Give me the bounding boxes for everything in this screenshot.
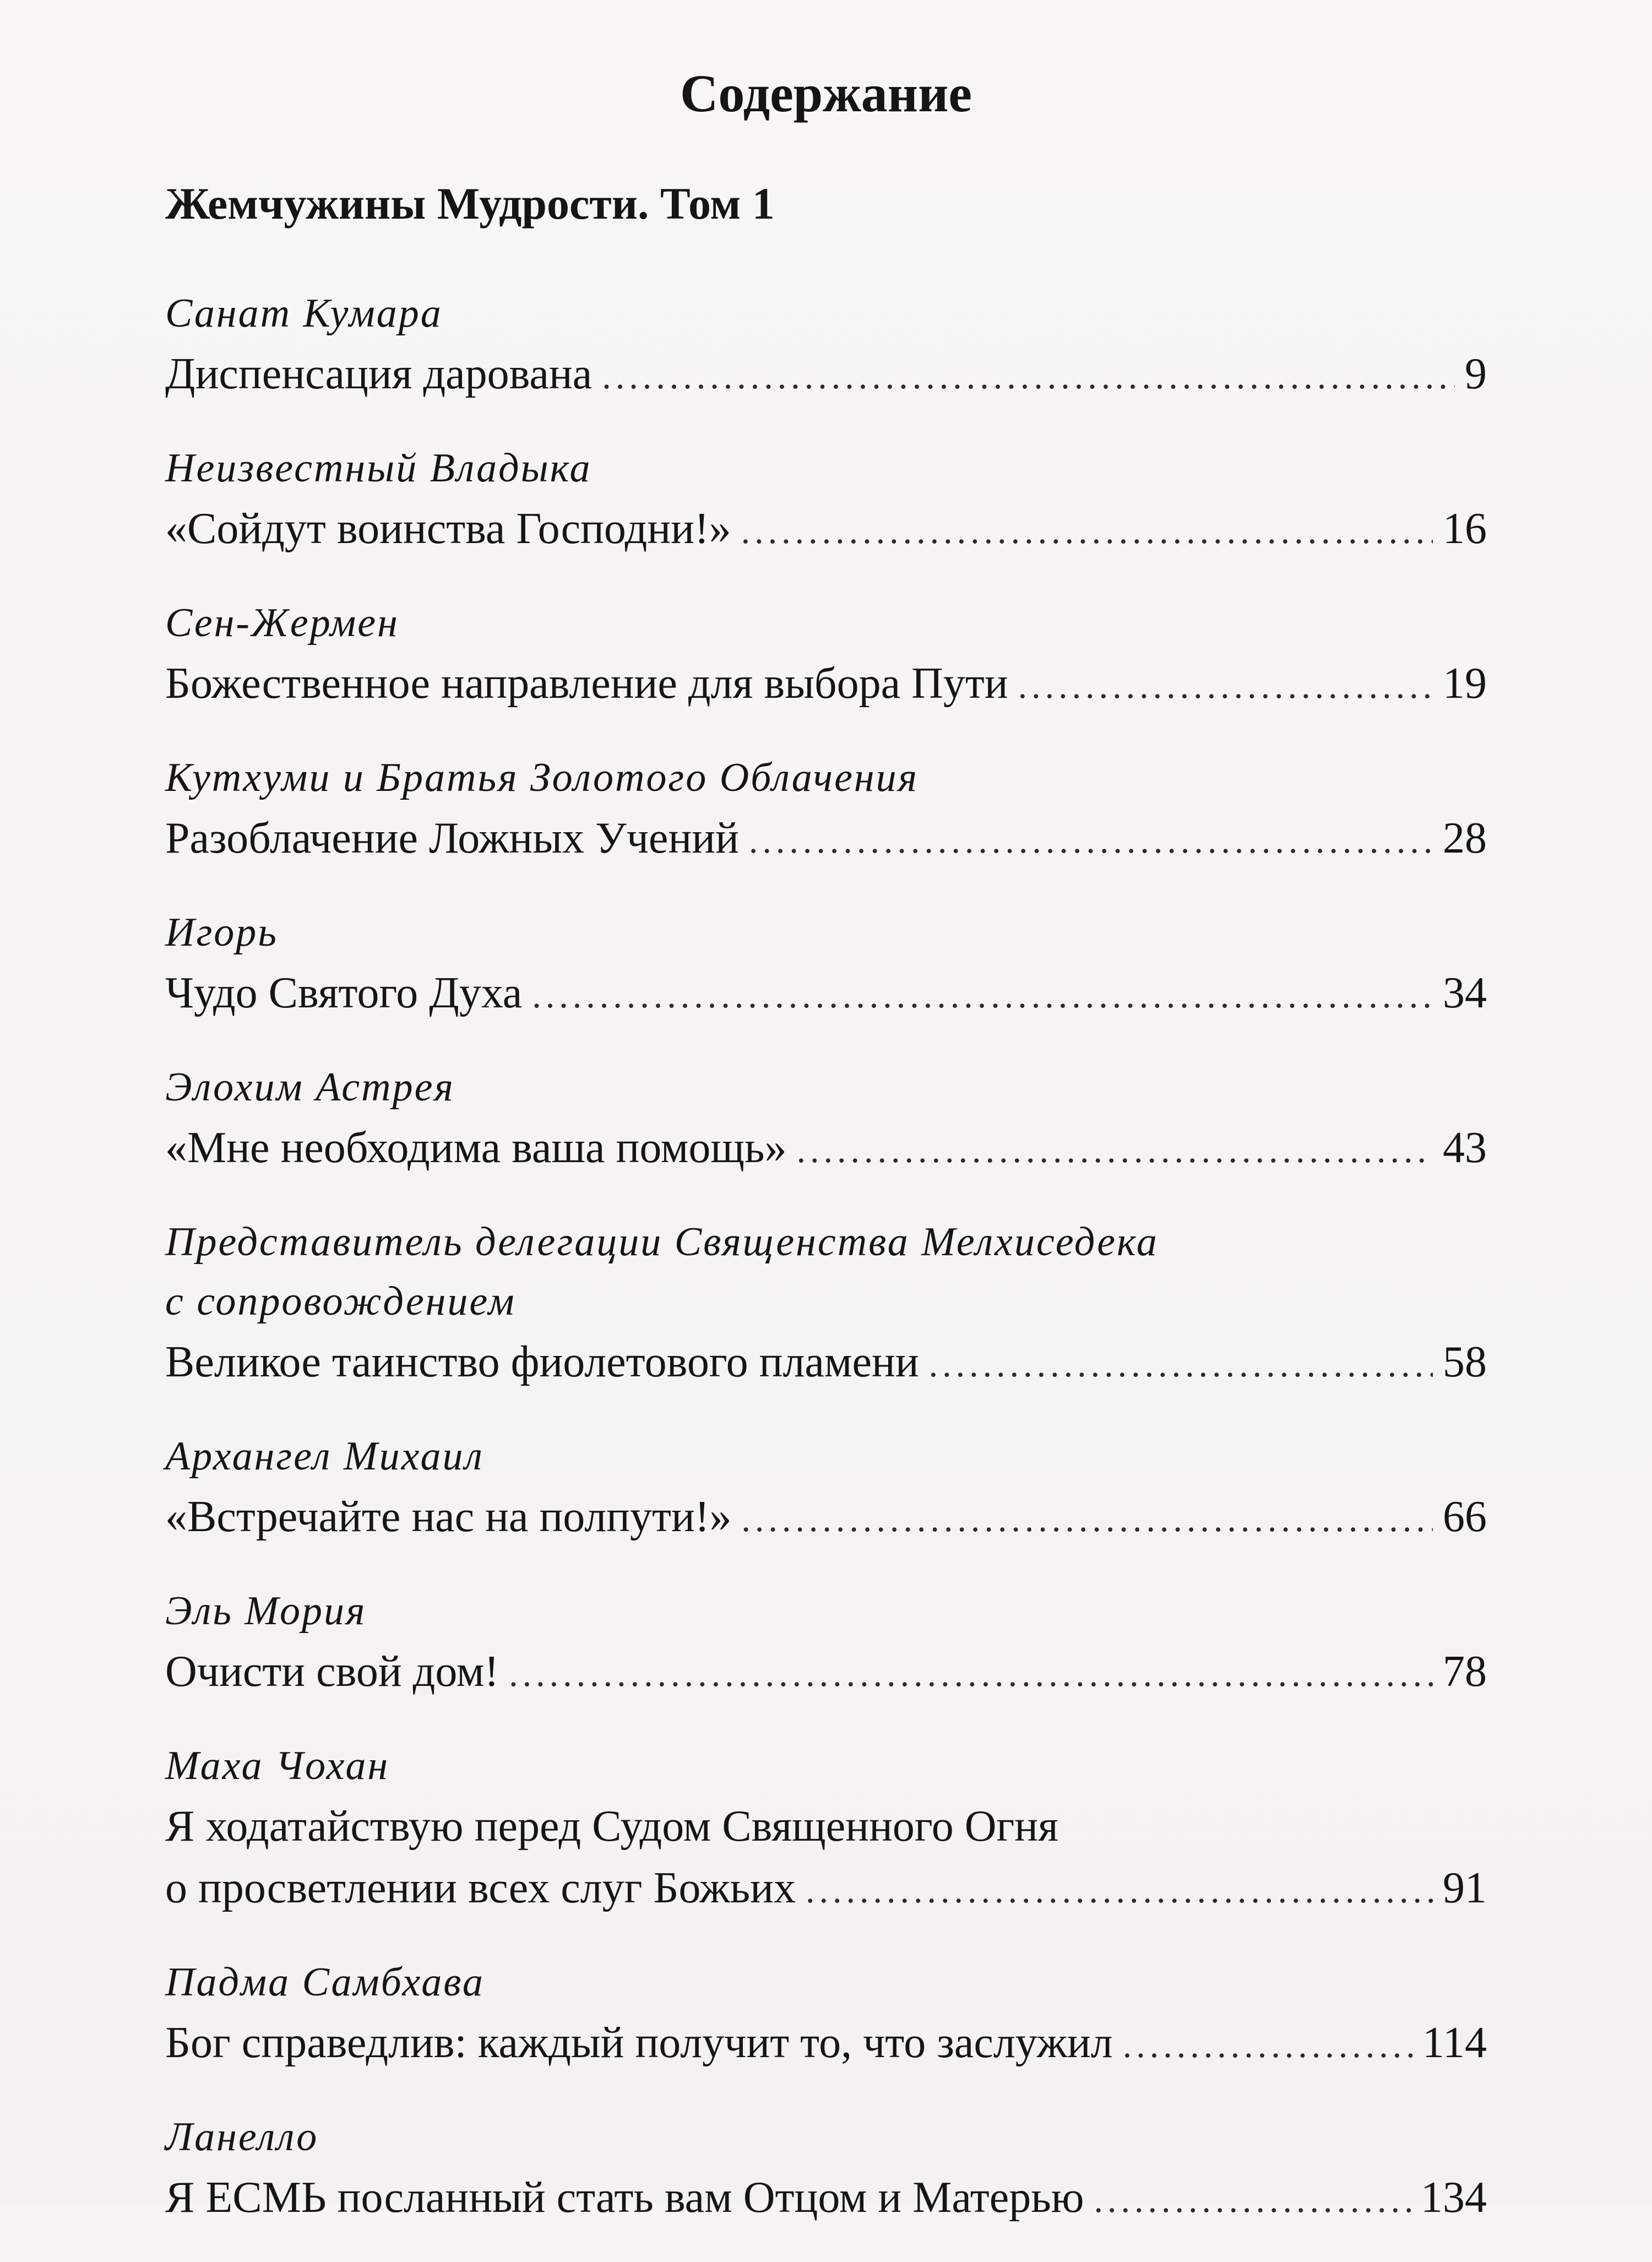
entry-page: 28 — [1443, 814, 1487, 863]
entry-row — [165, 2012, 1487, 2076]
toc-entry — [165, 1426, 1487, 1550]
entry-author: Санат Кумара — [165, 291, 443, 336]
entry-author: Падма Самбхава — [165, 1960, 485, 2005]
entry-page: 19 — [1443, 659, 1487, 708]
entry-page: 66 — [1443, 1493, 1487, 1541]
table-of-contents — [165, 61, 1487, 2262]
dot-leader — [806, 1860, 1433, 1922]
entry-page: 16 — [1443, 505, 1487, 553]
toc-entry — [165, 1057, 1487, 1181]
dot-leader — [509, 1643, 1433, 1705]
volume-heading: Жемчужины Мудрости. Том 1 — [165, 178, 775, 229]
entry-author: Игорь — [165, 910, 278, 955]
entry-title: Чудо Святого Духа — [165, 969, 523, 1017]
toc-entry — [165, 2107, 1487, 2231]
dot-leader — [1123, 2015, 1412, 2076]
entry-page: 114 — [1422, 2019, 1487, 2067]
entry-row — [165, 807, 1487, 872]
entry-row — [165, 1486, 1487, 1550]
entry-title: Разоблачение Ложных Учений — [165, 814, 739, 863]
entry-page: 91 — [1443, 1864, 1487, 1912]
entry-row — [165, 962, 1487, 1027]
toc-entry — [165, 438, 1487, 562]
toc-entry — [165, 1212, 1487, 1396]
entry-author: Эль Мория — [165, 1588, 367, 1634]
dot-leader — [749, 810, 1433, 872]
entry-title: Бог справедлив: каждый получит то, что заслужил — [165, 2019, 1113, 2067]
page-title: Содержание — [680, 64, 972, 123]
entry-title: Диспенсация дарована — [165, 350, 593, 398]
dot-leader — [602, 346, 1455, 408]
entry-author: Кутхуми и Братья Золотого Облачения — [165, 755, 919, 800]
toc-entry — [165, 1736, 1487, 1922]
entry-title: «Встречайте нас на полпути!» — [165, 1493, 732, 1541]
entry-row — [165, 1117, 1487, 1181]
entry-title: Божественное направление для выбора Пути — [165, 659, 1008, 708]
dot-leader — [1018, 655, 1433, 717]
dot-leader — [1094, 2169, 1411, 2231]
toc-entry — [165, 903, 1487, 1027]
entry-row — [165, 1641, 1487, 1705]
toc-entry — [165, 1952, 1487, 2076]
entry-author: Неизвестный Владыка — [165, 446, 592, 491]
entry-row — [165, 1331, 1487, 1396]
entry-title: о просветлении всех слуг Божьих — [165, 1864, 796, 1912]
entry-author-continuation: с сопровождением — [165, 1279, 516, 1324]
toc-entry — [165, 593, 1487, 717]
entry-page: 134 — [1421, 2173, 1487, 2222]
entry-page: 34 — [1443, 969, 1487, 1017]
dot-leader — [929, 1334, 1433, 1396]
entry-row — [165, 498, 1487, 562]
entry-title: «Сойдут воинства Господни!» — [165, 505, 731, 553]
entry-title: «Мне необходима ваша помощь» — [165, 1124, 787, 1172]
dot-leader — [741, 501, 1433, 562]
dot-leader — [532, 965, 1433, 1027]
entry-row — [165, 2167, 1487, 2231]
entry-page: 78 — [1443, 1647, 1487, 1696]
entry-title: Великое таинство фиолетового пламени — [165, 1338, 919, 1386]
toc-entry — [165, 748, 1487, 872]
entry-title: Очисти свой дом! — [165, 1647, 499, 1696]
entry-author: Маха Чохан — [165, 1743, 390, 1788]
entry-author: Представитель делегации Священства Мелхиседека — [165, 1219, 1159, 1265]
entry-page: 43 — [1443, 1124, 1487, 1172]
toc-entry — [165, 284, 1487, 408]
entry-author: Ланелло — [165, 2114, 319, 2160]
entry-title-first-line: Я ходатайствую перед Судом Священного Огня — [165, 1802, 1058, 1851]
entry-author: Элохим Астрея — [165, 1065, 455, 1110]
toc-entry — [165, 1581, 1487, 1705]
entry-page: 9 — [1465, 350, 1487, 398]
entry-author: Архангел Михаил — [165, 1434, 484, 1479]
entry-title: Я ЕСМЬ посланный стать вам Отцом и Матерью — [165, 2173, 1084, 2222]
dot-leader — [741, 1489, 1433, 1550]
entry-page: 58 — [1443, 1338, 1487, 1386]
entry-row — [165, 653, 1487, 717]
entry-row — [165, 1857, 1487, 1922]
entry-row — [165, 343, 1487, 408]
entry-author: Сен-Жермен — [165, 600, 399, 645]
dot-leader — [797, 1120, 1433, 1181]
